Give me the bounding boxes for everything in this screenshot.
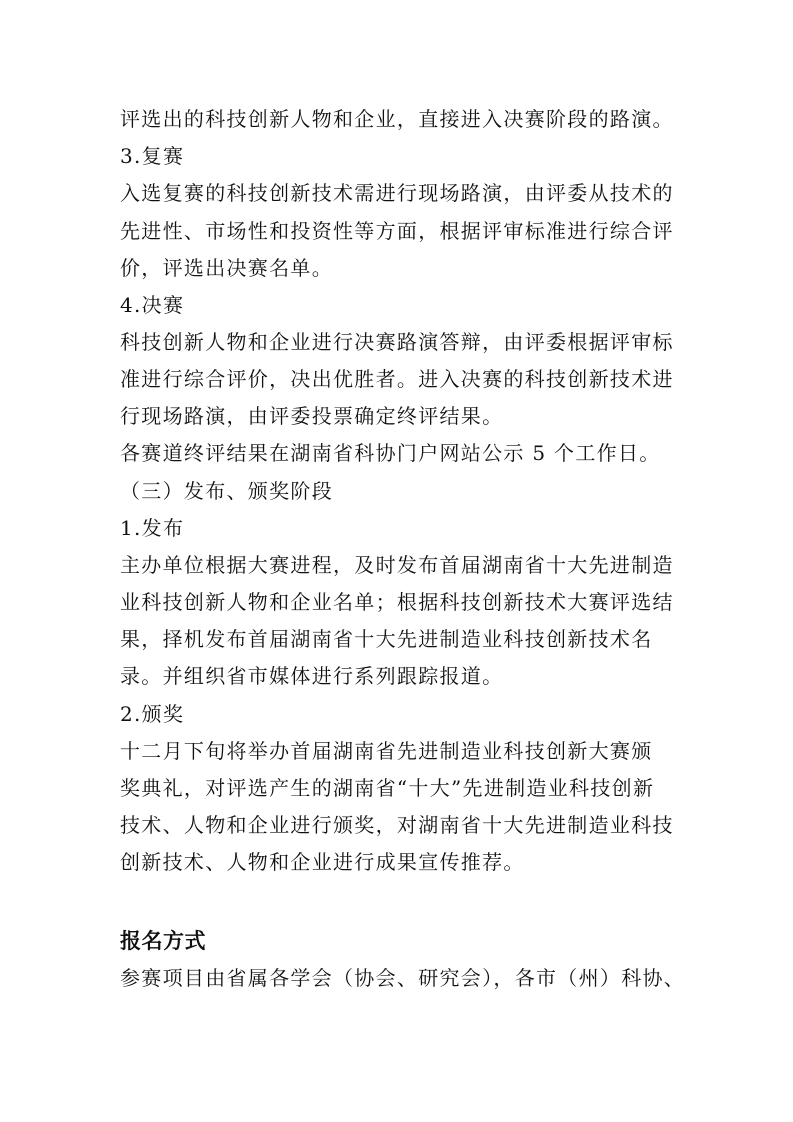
paragraph-line: 评选出的科技创新人物和企业，直接进入决赛阶段的路演。 (120, 107, 674, 131)
subheading-fusai: 3.复赛 (120, 144, 185, 168)
paragraph-line: 入选复赛的科技创新技术需进行现场路演，由评委从技术的 (120, 181, 674, 205)
paragraph-line: 价，评选出决赛名单。 (120, 256, 333, 280)
subheading-banjiang: 2.颁奖 (120, 702, 185, 726)
paragraph-line: 行现场路演，由评委投票确定终评结果。 (120, 404, 504, 428)
paragraph-line: 参赛项目由省属各学会（协会、研究会），各市（州）科协、 (120, 966, 686, 990)
subheading-stage3: （三）发布、颁奖阶段 (120, 479, 333, 503)
paragraph-line: 科技创新人物和企业进行决赛路演答辩，由评委根据评审标 (120, 330, 674, 354)
subheading-juesai: 4.决赛 (120, 293, 185, 317)
paragraph-line: 业科技创新人物和企业名单；根据科技创新技术大赛评选结 (120, 590, 674, 614)
paragraph-line: 创新技术、人物和企业进行成果宣传推荐。 (120, 850, 525, 874)
paragraph-line: 准进行综合评价，决出优胜者。进入决赛的科技创新技术进 (120, 367, 674, 391)
paragraph-line: 录。并组织省市媒体进行系列跟踪报道。 (120, 664, 504, 688)
section-title: 报名方式 (120, 929, 206, 953)
subheading-fabu: 1.发布 (120, 516, 185, 540)
paragraph-line: 奖典礼，对评选产生的湖南省“十大”先进制造业科技创新 (120, 776, 655, 800)
paragraph-line: 果，择机发布首届湖南省十大先进制造业科技创新技术名 (120, 627, 653, 651)
paragraph-line: 十二月下旬将举办首届湖南省先进制造业科技创新大赛颁 (120, 739, 653, 763)
paragraph-line: 各赛道终评结果在湖南省科协门户网站公示 5 个工作日。 (120, 441, 661, 465)
paragraph-line: 技术、人物和企业进行颁奖，对湖南省十大先进制造业科技 (120, 813, 674, 837)
paragraph-line: 主办单位根据大赛进程，及时发布首届湖南省十大先进制造 (120, 553, 674, 577)
paragraph-line: 先进性、市场性和投资性等方面，根据评审标准进行综合评 (120, 219, 674, 243)
